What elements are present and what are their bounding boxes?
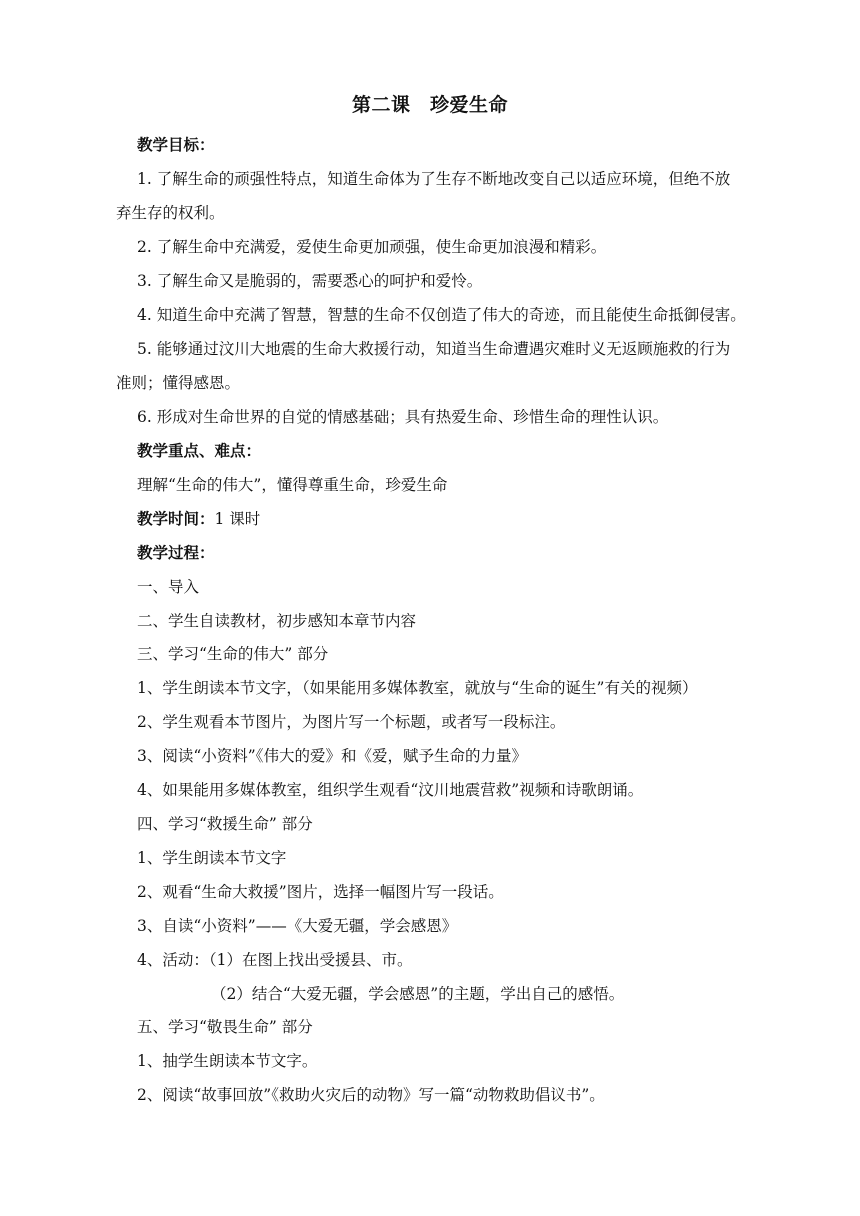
- process-item: 2、观看“生命大救援”图片，选择一幅图片写一段话。: [137, 883, 504, 901]
- process-item: 三、学习“生命的伟大” 部分: [137, 645, 329, 663]
- process-item: 一、导入: [137, 578, 200, 596]
- process-item: 3、阅读“小资料”《伟大的爱》和《爱，赋予生命的力量》: [137, 747, 527, 765]
- process-heading: 教学过程：: [137, 543, 215, 562]
- objective-3: 3. 了解生命又是脆弱的，需要悉心的呵护和爱怜。: [137, 272, 483, 290]
- objective-6: 6. 形成对生命世界的自觉的情感基础；具有热爱生命、珍惜生命的理性认识。: [137, 408, 669, 426]
- lesson-title: 第二课 珍爱生命: [351, 94, 508, 116]
- process-item: （2）结合“大爱无疆，学会感恩”的主题，学出自己的感悟。: [211, 985, 625, 1003]
- teaching-time: [137, 508, 260, 530]
- process-item: 1、学生朗读本节文字，（如果能用多媒体教室，就放与“生命的诞生”有关的视频）: [137, 679, 698, 697]
- focus-heading: 教学重点、难点：: [137, 441, 262, 460]
- process-item: 1、抽学生朗读本节文字。: [137, 1052, 318, 1070]
- process-item: 4、如果能用多媒体教室，组织学生观看“汶川地震营救”视频和诗歌朗诵。: [137, 781, 644, 799]
- time-label: 教学时间：: [137, 509, 215, 528]
- objective-5-line2: 准则；懂得感恩。: [116, 374, 241, 392]
- process-item: 4、活动：（1）在图上找出受援县、市。: [137, 951, 413, 969]
- objective-5-line1: 5. 能够通过汶川大地震的生命大救援行动，知道当生命遭遇灾难时义无返顾施救的行为: [137, 340, 731, 358]
- objective-1-line1: 1. 了解生命的顽强性特点，知道生命体为了生存不断地改变自己以适应环境，但绝不放: [137, 170, 731, 188]
- time-value: 1 课时: [214, 510, 261, 528]
- process-item: 1、学生朗读本节文字: [137, 849, 287, 867]
- process-item: 2、学生观看本节图片，为图片写一个标题，或者写一段标注。: [137, 713, 566, 731]
- process-item: 四、学习“救援生命” 部分: [137, 815, 313, 833]
- objectives-heading: 教学目标：: [137, 135, 215, 154]
- process-item: 2、阅读“故事回放”《救助火灾后的动物》写一篇“动物救助倡议书”。: [137, 1086, 605, 1104]
- objective-1-line2: 弃生存的权利。: [116, 204, 225, 222]
- objective-2: 2. 了解生命中充满爱，爱使生命更加顽强，使生命更加浪漫和精彩。: [137, 238, 607, 256]
- objective-4: 4. 知道生命中充满了智慧，智慧的生命不仅创造了伟大的奇迹，而且能使生命抵御侵害。: [137, 306, 746, 324]
- process-item: 二、学生自读教材，初步感知本章节内容: [137, 612, 417, 630]
- process-item: 五、学习“敬畏生命” 部分: [137, 1018, 313, 1036]
- focus-text: 理解“生命的伟大”，懂得尊重生命，珍爱生命: [137, 476, 448, 494]
- process-item: 3、自读“小资料”——《大爱无疆，学会感恩》: [137, 917, 458, 935]
